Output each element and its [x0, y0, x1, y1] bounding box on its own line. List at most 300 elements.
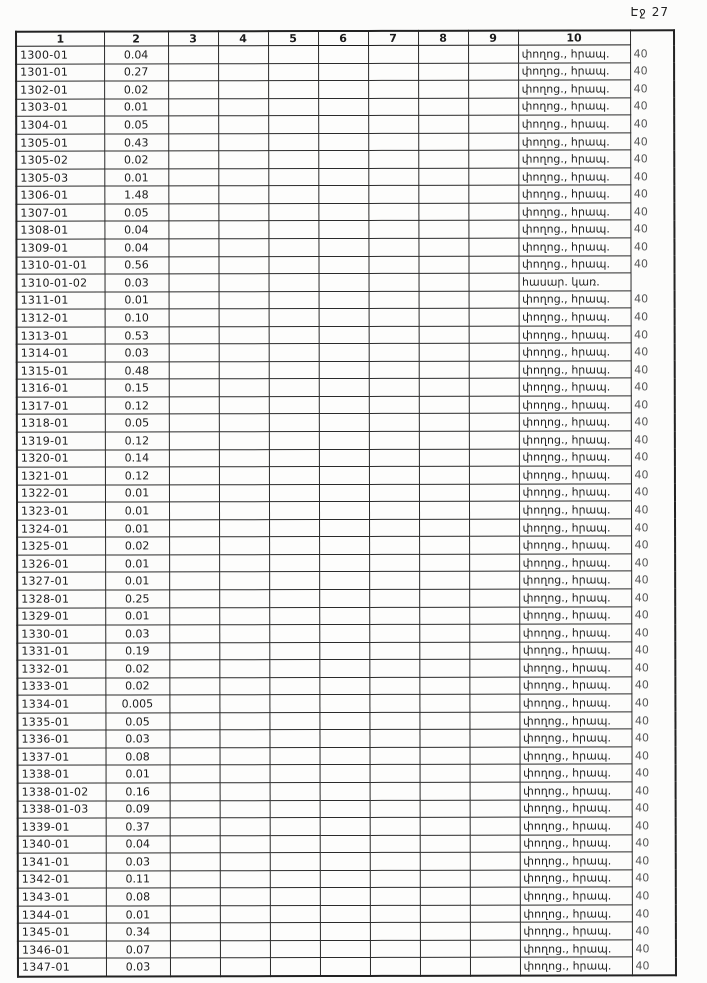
margin-mark: 40 [635, 749, 650, 763]
empty-cell [469, 536, 519, 554]
empty-cell [419, 572, 469, 590]
empty-cell [219, 326, 269, 344]
empty-cell [219, 712, 269, 730]
empty-cell [169, 695, 219, 713]
table-row [17, 483, 675, 502]
empty-cell [319, 326, 369, 344]
land-use-label: փողոց., հրապ. [518, 150, 630, 168]
area-value: 0.03 [105, 274, 169, 292]
table-row [17, 501, 675, 520]
parcel-code: 1338-01-02 [18, 783, 106, 801]
margin-mark [631, 273, 675, 291]
area-value: 0.05 [105, 713, 169, 731]
margin-mark: 40 [634, 573, 649, 587]
empty-cell [418, 63, 468, 81]
margin-mark: 40 [635, 854, 650, 868]
table-row [18, 747, 676, 766]
empty-cell [269, 467, 319, 485]
empty-cell [418, 133, 468, 151]
empty-cell [320, 888, 370, 906]
empty-cell [169, 379, 219, 397]
empty-cell [470, 905, 520, 923]
margin-mark: 40 [635, 942, 650, 956]
area-value: 0.02 [105, 537, 169, 555]
table-row [18, 764, 676, 783]
table-row [18, 782, 676, 801]
empty-cell [469, 308, 519, 326]
table-row [18, 852, 676, 871]
empty-cell [419, 308, 469, 326]
land-use-label: փողոց., հրապ. [520, 817, 632, 835]
empty-cell [169, 432, 219, 450]
empty-cell [218, 133, 268, 151]
parcel-code: 1334-01 [17, 695, 105, 713]
empty-cell [220, 853, 270, 871]
table-row [17, 606, 675, 625]
empty-cell [268, 81, 318, 99]
parcel-code: 1344-01 [18, 906, 106, 924]
empty-cell [218, 98, 268, 116]
empty-cell [318, 45, 368, 63]
table-row [17, 326, 675, 345]
margin-mark: 40 [635, 871, 650, 885]
land-use-label: փողոց., հրապ. [519, 659, 631, 677]
empty-cell [319, 361, 369, 379]
land-use-label: փողոց., հրապ. [518, 168, 630, 186]
empty-cell [318, 238, 368, 256]
empty-cell [470, 887, 520, 905]
empty-cell [269, 730, 319, 748]
empty-cell [268, 151, 318, 169]
empty-cell [219, 467, 269, 485]
empty-cell [169, 291, 219, 309]
empty-cell [268, 168, 318, 186]
margin-mark: 40 [634, 643, 649, 657]
empty-cell [420, 870, 470, 888]
empty-cell [168, 46, 218, 64]
empty-cell [469, 642, 519, 660]
parcel-code: 1300-01 [16, 46, 104, 64]
empty-cell [469, 677, 519, 695]
empty-cell [370, 888, 420, 906]
area-value: 0.09 [106, 800, 170, 818]
column-header-10: 10 [518, 30, 630, 45]
empty-cell [270, 765, 320, 783]
margin-mark: 40 [633, 134, 648, 148]
empty-cell [369, 642, 419, 660]
area-value: 0.07 [106, 941, 170, 959]
empty-cell [219, 379, 269, 397]
empty-cell [419, 554, 469, 572]
margin-mark: 40 [635, 784, 650, 798]
empty-cell [218, 46, 268, 64]
empty-cell [369, 607, 419, 625]
area-value: 0.53 [105, 327, 169, 345]
empty-cell [419, 326, 469, 344]
area-value: 0.25 [105, 590, 169, 608]
table-row [17, 466, 675, 485]
empty-cell [469, 519, 519, 537]
margin-mark: 40 [634, 731, 650, 745]
empty-cell [270, 747, 320, 765]
empty-cell [368, 186, 418, 204]
area-value: 0.05 [104, 116, 168, 134]
empty-cell [218, 204, 268, 222]
empty-cell [318, 221, 368, 239]
table-row [17, 694, 675, 713]
area-value: 0.005 [105, 695, 169, 713]
empty-cell [368, 151, 418, 169]
empty-cell [470, 817, 520, 835]
margin-mark: 40 [633, 240, 648, 254]
area-value: 0.02 [105, 660, 169, 678]
empty-cell [419, 273, 469, 291]
table-row [17, 343, 675, 362]
area-value: 0.02 [104, 81, 168, 99]
empty-cell [420, 958, 470, 976]
empty-cell [468, 80, 518, 98]
table-row [17, 659, 675, 678]
area-value: 0.01 [105, 572, 169, 590]
empty-cell [220, 835, 270, 853]
table-row [17, 361, 675, 380]
land-use-label: փողոց., հրապ. [518, 238, 630, 256]
land-register-table [15, 29, 677, 977]
empty-cell [169, 467, 219, 485]
empty-cell [270, 870, 320, 888]
land-use-label: փողոց., հրապ. [518, 203, 630, 221]
margin-mark: 40 [633, 187, 648, 201]
empty-cell [319, 484, 369, 502]
margin-mark: 40 [635, 959, 650, 973]
land-use-label: փողոց., հրապ. [519, 361, 631, 379]
area-value: 0.56 [104, 256, 168, 274]
table-row [16, 185, 674, 204]
empty-cell [418, 238, 468, 256]
area-value: 0.04 [104, 46, 168, 64]
parcel-code: 1338-01-03 [18, 801, 106, 819]
margin-mark: 40 [635, 819, 650, 833]
margin-mark: 40 [634, 415, 649, 429]
empty-cell [369, 361, 419, 379]
parcel-code: 1333-01 [17, 678, 105, 696]
empty-cell [270, 905, 320, 923]
empty-cell [419, 431, 469, 449]
empty-cell [270, 940, 320, 958]
empty-cell [269, 344, 319, 362]
empty-cell [169, 607, 219, 625]
empty-cell [218, 186, 268, 204]
empty-cell [269, 695, 319, 713]
parcel-code: 1343-01 [18, 888, 106, 906]
empty-cell [369, 730, 419, 748]
parcel-code: 1329-01 [17, 608, 105, 626]
land-use-label: փողոց., հրապ. [518, 62, 630, 80]
empty-cell [220, 765, 270, 783]
land-use-label: փողոց., հրապ. [518, 98, 630, 116]
empty-cell [469, 379, 519, 397]
empty-cell [320, 835, 370, 853]
empty-cell [270, 800, 320, 818]
empty-cell [169, 397, 219, 415]
parcel-code: 1313-01 [17, 327, 105, 345]
empty-cell [220, 958, 270, 976]
parcel-code: 1316-01 [17, 379, 105, 397]
empty-cell [169, 625, 219, 643]
empty-cell [169, 327, 219, 345]
margin-mark: 40 [633, 117, 648, 131]
empty-cell [219, 695, 269, 713]
empty-cell [420, 887, 470, 905]
parcel-code: 1325-01 [17, 537, 105, 555]
empty-cell [319, 414, 369, 432]
empty-cell [218, 116, 268, 134]
empty-cell [419, 712, 469, 730]
parcel-code: 1323-01 [17, 502, 105, 520]
empty-cell [268, 46, 318, 64]
area-value: 0.01 [105, 520, 169, 538]
empty-cell [170, 906, 220, 924]
empty-cell [319, 449, 369, 467]
empty-cell [318, 256, 368, 274]
column-header-8: 8 [418, 31, 468, 46]
area-value: 0.11 [106, 871, 170, 889]
empty-cell [468, 63, 518, 81]
area-value: 0.03 [106, 958, 170, 976]
empty-cell [419, 537, 469, 555]
empty-cell [470, 782, 520, 800]
empty-cell [170, 765, 220, 783]
column-header-6: 6 [318, 31, 368, 46]
empty-cell [369, 554, 419, 572]
empty-cell [419, 589, 469, 607]
margin-mark: 40 [635, 836, 650, 850]
empty-cell [170, 818, 220, 836]
empty-cell [419, 659, 469, 677]
empty-cell [319, 502, 369, 520]
margin-mark: 40 [634, 555, 649, 570]
empty-cell [369, 466, 419, 484]
empty-cell [369, 396, 419, 414]
parcel-code: 1339-01 [18, 818, 106, 836]
table-row [18, 870, 676, 889]
empty-cell [169, 520, 219, 538]
empty-cell [419, 642, 469, 660]
empty-cell [418, 221, 468, 239]
land-use-label: փողոց., հրապ. [519, 308, 631, 326]
parcel-code: 1305-01 [16, 134, 104, 152]
empty-cell [319, 624, 369, 642]
table-row [16, 133, 674, 152]
area-value: 0.01 [105, 485, 169, 503]
empty-cell [318, 168, 368, 186]
empty-cell [169, 677, 219, 695]
empty-cell [219, 537, 269, 555]
margin-mark: 40 [634, 696, 649, 710]
area-value: 0.01 [106, 906, 170, 924]
empty-cell [369, 677, 419, 695]
area-value: 0.10 [105, 309, 169, 327]
empty-cell [168, 134, 218, 152]
area-value: 0.15 [105, 379, 169, 397]
empty-cell [320, 818, 370, 836]
empty-cell [220, 888, 270, 906]
empty-cell [170, 870, 220, 888]
empty-cell [468, 115, 518, 133]
empty-cell [368, 238, 418, 256]
margin-mark: 40 [634, 362, 649, 377]
empty-cell [370, 940, 420, 958]
empty-cell [169, 537, 219, 555]
empty-cell [418, 203, 468, 221]
land-use-label: փողոց., հրապ. [518, 133, 630, 151]
table-row [18, 957, 676, 976]
empty-cell [269, 396, 319, 414]
parcel-code: 1322-01 [17, 485, 105, 503]
empty-cell [469, 712, 519, 730]
table-row [17, 448, 675, 467]
margin-mark: 40 [634, 310, 649, 324]
parcel-code: 1331-01 [17, 643, 105, 661]
empty-cell [419, 624, 469, 642]
empty-cell [369, 659, 419, 677]
empty-cell [319, 607, 369, 625]
empty-cell [169, 309, 219, 327]
area-value: 0.03 [105, 625, 169, 643]
empty-cell [419, 607, 469, 625]
empty-cell [320, 853, 370, 871]
empty-cell [270, 888, 320, 906]
parcel-code: 1347-01 [18, 958, 106, 976]
empty-cell [469, 694, 519, 712]
parcel-code: 1301-01 [16, 64, 104, 82]
empty-cell [369, 291, 419, 309]
empty-cell [169, 660, 219, 678]
empty-cell [419, 344, 469, 362]
empty-cell [370, 835, 420, 853]
empty-cell [220, 800, 270, 818]
parcel-code: 1308-01 [16, 221, 104, 239]
empty-cell [470, 940, 520, 958]
empty-cell [368, 221, 418, 239]
area-value: 0.03 [105, 344, 169, 362]
table-row [17, 536, 675, 555]
empty-cell [170, 941, 220, 959]
parcel-code: 1317-01 [17, 397, 105, 415]
land-use-label: փողոց., հրապ. [519, 677, 631, 695]
empty-cell [468, 45, 518, 63]
area-value: 0.05 [104, 204, 168, 222]
empty-cell [469, 501, 519, 519]
land-use-label: փողոց., հրապ. [520, 835, 632, 853]
empty-cell [168, 81, 218, 99]
table-row [18, 799, 676, 818]
empty-cell [169, 713, 219, 731]
empty-cell [468, 150, 518, 168]
empty-cell [170, 923, 220, 941]
empty-cell [420, 817, 470, 835]
land-use-label: փողոց., հրապ. [520, 940, 632, 958]
empty-cell [420, 835, 470, 853]
empty-cell [319, 589, 369, 607]
empty-cell [319, 344, 369, 362]
empty-cell [469, 466, 519, 484]
margin-mark: 40 [634, 661, 649, 675]
empty-cell [219, 660, 269, 678]
parcel-code: 1302-01 [16, 81, 104, 99]
empty-cell [418, 168, 468, 186]
margin-mark: 40 [634, 713, 649, 727]
empty-cell [320, 905, 370, 923]
empty-cell [219, 414, 269, 432]
area-value: 0.03 [105, 730, 169, 748]
land-use-label: փողոց., հրապ. [519, 641, 631, 659]
empty-cell [319, 642, 369, 660]
land-use-label: փողոց., հրապ. [519, 606, 631, 624]
empty-cell [420, 940, 470, 958]
empty-cell [269, 379, 319, 397]
margin-mark: 40 [634, 433, 649, 447]
column-header-5: 5 [268, 31, 318, 46]
empty-cell [420, 800, 470, 818]
empty-cell [269, 572, 319, 590]
empty-cell [418, 45, 468, 63]
table-row [17, 308, 675, 327]
empty-cell [419, 694, 469, 712]
land-use-label: փողոց., հրապ. [518, 115, 630, 133]
margin-mark: 40 [634, 327, 649, 341]
empty-cell [270, 958, 320, 976]
empty-cell [319, 730, 369, 748]
margin-mark: 40 [634, 345, 649, 359]
area-value: 0.03 [106, 853, 170, 871]
table-row [18, 905, 676, 924]
empty-cell [169, 362, 219, 380]
empty-cell [169, 484, 219, 502]
empty-cell [319, 467, 369, 485]
empty-cell [269, 677, 319, 695]
empty-cell [218, 256, 268, 274]
table-row [16, 255, 674, 274]
empty-cell [368, 63, 418, 81]
table-header-row [16, 30, 674, 46]
empty-cell [470, 852, 520, 870]
empty-cell [319, 431, 369, 449]
empty-cell [269, 361, 319, 379]
land-use-label: փողոց., հրապ. [520, 799, 632, 817]
empty-cell [420, 923, 470, 941]
table-row [16, 97, 674, 116]
empty-cell [419, 677, 469, 695]
empty-cell [268, 133, 318, 151]
empty-cell [469, 431, 519, 449]
empty-cell [168, 221, 218, 239]
empty-cell [369, 273, 419, 291]
margin-mark: 40 [635, 801, 650, 815]
parcel-code: 1330-01 [17, 625, 105, 643]
land-use-label: փողոց., հրապ. [520, 957, 632, 975]
area-value: 0.08 [106, 888, 170, 906]
table-row [18, 922, 676, 941]
table-row [18, 887, 676, 906]
empty-cell [368, 256, 418, 274]
empty-cell [470, 958, 520, 976]
table-row [17, 676, 675, 695]
empty-cell [320, 923, 370, 941]
empty-cell [220, 941, 270, 959]
empty-cell [469, 414, 519, 432]
empty-cell [269, 274, 319, 292]
